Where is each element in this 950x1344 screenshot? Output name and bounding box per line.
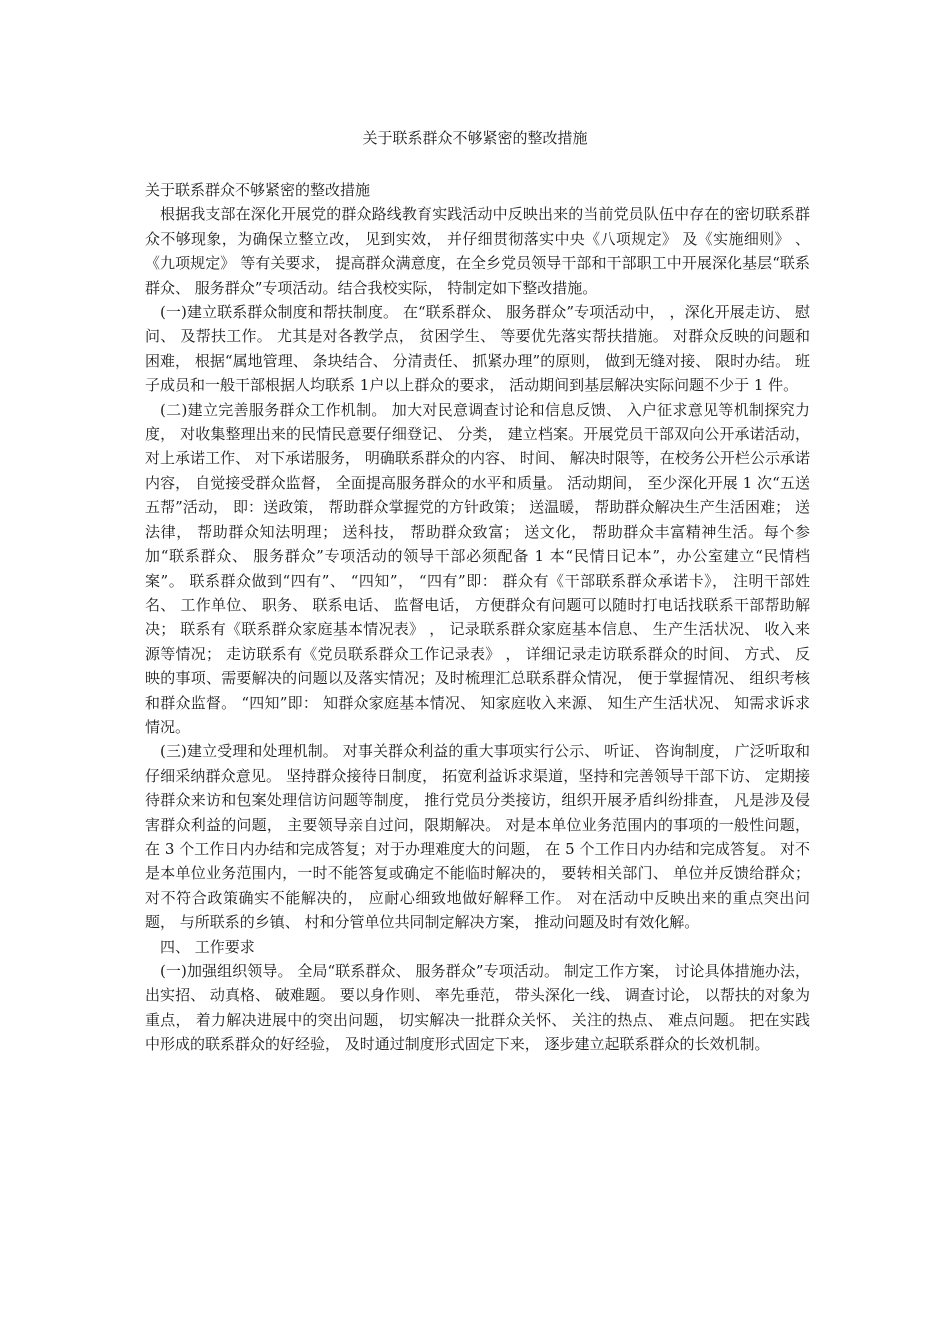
paragraph-section-1: (一)建立联系群众制度和帮扶制度。 在“联系群众、 服务群众”专项活动中， ，深化开展走访、 慰问、 及帮扶工作。 尤其是对各教学点， 贫困学生、 等要优先落实帮扶措施。 对群众反映的问题和困难， 根据“属地管理、 条块结合、 分清责任、 抓紧办理”的原则， 做到无缝对接、 限时办结。 班子成员和一般干部根据人均联系 1户以上群众的要求， 活动期间到基层解决实际问题不少于 1 件。 bbox=[145, 303, 810, 395]
document-title: 关于联系群众不够紧密的整改措施 bbox=[362, 129, 588, 147]
paragraph-section-2: (二)建立完善服务群众工作机制。 加大对民意调查讨论和信息反馈、 入户征求意见等机制探究力度， 对收集整理出来的民情民意要仔细登记、 分类， 建立档案。开展党员干部双向公开承诺活动，对上承诺工作、 对下承诺服务， 明确联系群众的内容、 时间、 解决时限等，在校务公开栏公示承诺内容， 自觉接受群众监督， 全面提高服务群众的水平和质量。 活动期间， 至少深化开展 1 次“五送五帮”活动， 即：送政策， 帮助群众掌握党的方针政策； 送温暖， 帮助群众解决生产生活困难； 送法律， 帮助群众知法明理； 送科技， 帮助群众致富； 送文化， 帮助群众丰富精神生活。每个参加“联系群众、 服务群众”专项活动的领导干部必须配备 1 本“民情日记本”，办公室建立“民情档案”。 联系群众做到“四有”、 “四知”， “四有”即： 群众有《干部联系群众承诺卡》， 注明干部姓名、 工作单位、 职务、 联系电话、 监督电话， 方便群众有问题可以随时打电话找联系干部帮助解决； 联系有《联系群众家庭基本情况表》 ， 记录联系群众家庭基本信息、 生产生活状况、 收入来源等情况； 走访联系有《党员联系群众工作记录表》 ， 详细记录走访联系群众的时间、 方式、 反映的事项、需要解决的问题以及落实情况；及时梳理汇总联系群众情况， 便于掌握情况、 组织考核和群众监督。 “四知”即： 知群众家庭基本情况、 知家庭收入来源、 知生产生活状况、 知需求诉求情况。 bbox=[145, 400, 810, 736]
document-body bbox=[145, 178, 810, 1057]
paragraph-section-3: (三)建立受理和处理机制。 对事关群众利益的重大事项实行公示、 听证、 咨询制度， 广泛听取和仔细采纳群众意见。 坚持群众接待日制度， 拓宽利益诉求渠道，坚持和完善领导干部下访、 定期接待群众来访和包案处理信访问题等制度， 推行党员分类接访，组织开展矛盾纠纷排查， 凡是涉及侵害群众利益的问题， 主要领导亲自过问，限期解决。 对是本单位业务范围内的事项的一般性问题， 在 3 个工作日内办结和完成答复；对于办理难度大的问题， 在 5 个工作日内办结和完成答复。 对不是本单位业务范围内，一时不能答复或确定不能临时解决的， 要转相关部门、 单位并反馈给群众；对不符合政策确实不能解决的， 应耐心细致地做好解释工作。 对在活动中反映出来的重点突出问题， 与所联系的乡镇、 村和分管单位共同制定解决方案， 推动问题及时有效化解。 bbox=[145, 742, 810, 932]
paragraph-intro: 根据我支部在深化开展党的群众路线教育实践活动中反映出来的当前党员队伍中存在的密切联系群众不够现象，为确保立整立改， 见到实效， 并仔细贯彻落实中央《八项规定》 及《实施细则》 、 《九项规定》 等有关要求， 提高群众满意度，在全乡党员领导干部和干部职工中开展深化基层“联系群众、 服务群众”专项活动。结合我校实际， 特制定如下整改措施。 bbox=[145, 205, 810, 297]
paragraph-requirement-1: (一)加强组织领导。 全局“联系群众、 服务群众”专项活动。 制定工作方案， 讨论具体措施办法， 出实招、 动真格、 破难题。 要以身作则、 率先垂范， 带头深化一线、 调查讨论， 以帮扶的对象为重点， 着力解决进展中的突出问题， 切实解决一批群众关怀、 关注的热点、 难点问题。 把在实践中形成的联系群众的好经验， 及时通过制度形式固定下来， 逐步建立起联系群众的长效机制。 bbox=[145, 962, 810, 1054]
section-heading-work-requirements: 四、 工作要求 bbox=[160, 937, 255, 956]
document-subtitle: 关于联系群众不够紧密的整改措施 bbox=[145, 181, 371, 199]
